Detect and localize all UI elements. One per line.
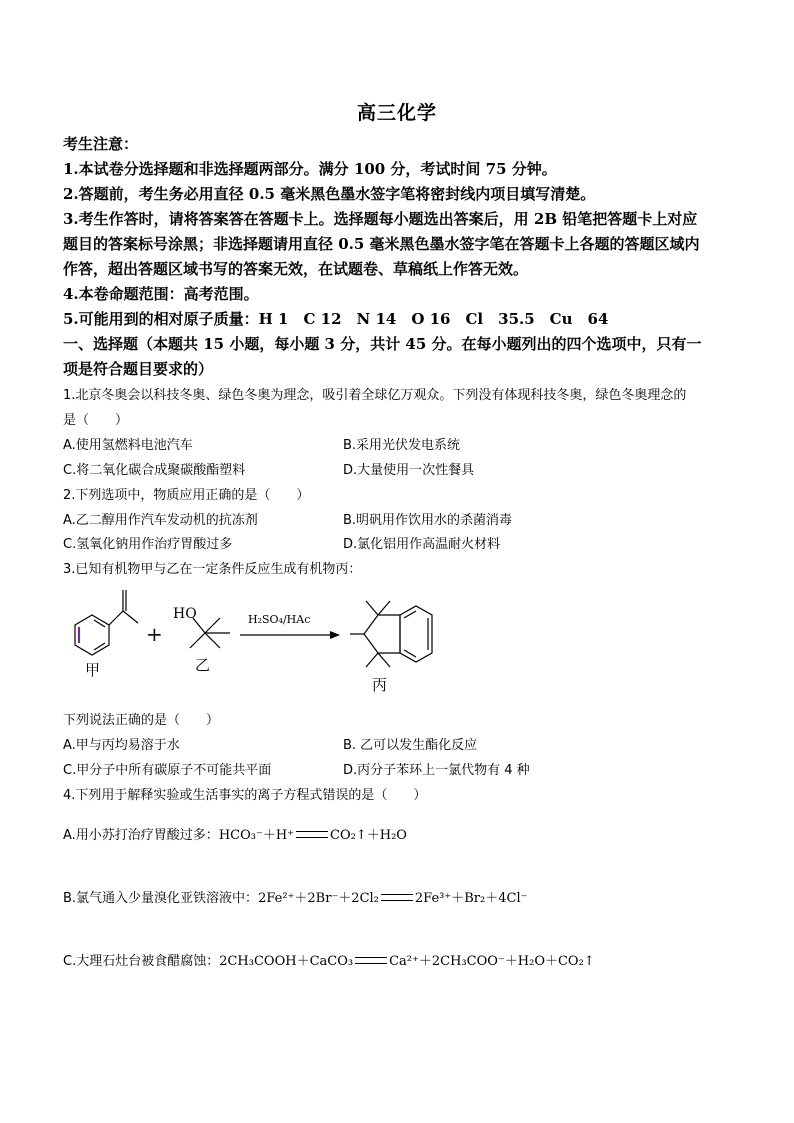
q2-option-b: B.明矾用作饮用水的杀菌消毒 [343,513,513,528]
q2-stem: 2.下列选项中，物质应用正确的是（ ） [63,488,310,503]
q2-option-c: C.氢氧化钠用作治疗胃酸过多 [63,537,233,552]
q4-option-c [63,950,595,969]
q4-option-c-rhs: Ca²⁺＋2CH₃COO⁻＋H₂O＋CO₂↑ [389,954,595,969]
notice-item-3-line-1: 3.考生作答时，请将答案答在答题卡上。选择题每小题选出答案后，用 2B 铅笔把答题卡上对应 [63,210,698,228]
q3-option-a: A.甲与丙均易溶于水 [63,738,180,753]
q3-option-d: D.丙分子苯环上一氯代物有 4 种 [343,763,530,778]
plus-sign: + [146,622,163,646]
q3-ask: 下列说法正确的是（ ） [63,713,220,728]
notice-item-3-line-3: 作答，超出答题区域书写的答案无效，在试题卷、草稿纸上作答无效。 [63,260,529,278]
q4-option-c-lhs: 2CH₃COOH＋CaCO₃ [219,954,354,969]
q2-option-d: D.氯化铝用作高温耐火材料 [343,537,501,552]
notice-heading: 考生注意： [63,135,139,153]
q2-option-a: A.乙二醇用作汽车发动机的抗冻剂 [63,513,258,528]
molecule-bing [350,601,432,667]
q4-option-a-lhs: HCO₃⁻＋H⁺ [218,828,295,843]
q1-option-c: C.将二氧化碳合成聚碳酸酯塑料 [63,463,246,478]
notice-item-4: 4.本卷命题范围：高考范围。 [63,285,259,303]
section-heading-line-1: 一、选择题（本题共 15 小题，每小题 3 分，共计 45 分。在每小题列出的四个选项中，只有一 [63,335,702,353]
q4-option-b-label: B.氯气通入少量溴化亚铁溶液中： [63,891,259,906]
page-title: 高三化学 [356,102,437,124]
reaction-scheme [60,585,460,700]
q4-option-b-rhs: 2Fe³⁺＋Br₂＋4Cl⁻ [414,891,528,906]
notice-item-1: 1.本试卷分选择题和非选择题两部分。满分 100 分，考试时间 75 分钟。 [63,160,557,178]
notice-item-3-line-2: 题目的答案标号涂黑；非选择题请用直径 0.5 毫米黑色墨水签字笔在答题卡上各题的答题区域内 [63,235,700,253]
notice-item-2: 2.答题前，考生务必用直径 0.5 毫米黑色墨水签字笔将密封线内项目填写清楚。 [63,185,596,203]
q1-option-a: A.使用氢燃料电池汽车 [63,438,193,453]
label-yi: 乙 [195,656,211,674]
q3-option-b: B. 乙可以发生酯化反应 [343,738,478,753]
q1-option-d: D.大量使用一次性餐具 [343,463,475,478]
q3-option-c: C.甲分子中所有碳原子不可能共平面 [63,763,272,778]
label-jia: 甲 [85,661,101,679]
notice-item-5: 5.可能用到的相对原子质量：H 1 C 12 N 14 O 16 Cl 35.5 Cu 64 [63,310,609,328]
hydroxyl-label: HO [173,606,197,622]
q4-option-c-label: C.大理石灶台被食醋腐蚀： [63,954,220,969]
equals-sign [381,894,413,901]
q1-stem-line-2: 是（ ） [63,413,129,428]
q4-option-b [63,887,527,906]
reaction-condition: H₂SO₄/HAc [248,613,311,626]
q4-option-b-lhs: 2Fe²⁺＋2Br⁻＋2Cl₂ [258,891,379,906]
q4-option-a-label: A.用小苏打治疗胃酸过多： [63,828,219,843]
label-bing: 丙 [372,676,388,694]
equals-sign [355,957,387,964]
q4-stem: 4.下列用于解释实验或生活事实的离子方程式错误的是（ ） [63,788,427,803]
section-heading-line-2: 项是符合题目要求的） [63,360,214,378]
equals-sign [296,831,328,838]
q3-stem: 3.已知有机物甲与乙在一定条件反应生成有机物丙： [63,562,362,577]
molecule-jia [75,590,138,655]
reaction-arrow-head [330,631,340,639]
q4-option-a [63,824,407,843]
q1-stem-line-1: 1.北京冬奥会以科技冬奥、绿色冬奥为理念，吸引着全球亿万观众。下列没有体现科技冬奥，绿色冬奥理念的 [63,388,687,403]
q4-option-a-rhs: CO₂↑＋H₂O [330,828,407,843]
molecule-yi [190,618,230,648]
q1-option-b: B.采用光伏发电系统 [343,438,461,453]
